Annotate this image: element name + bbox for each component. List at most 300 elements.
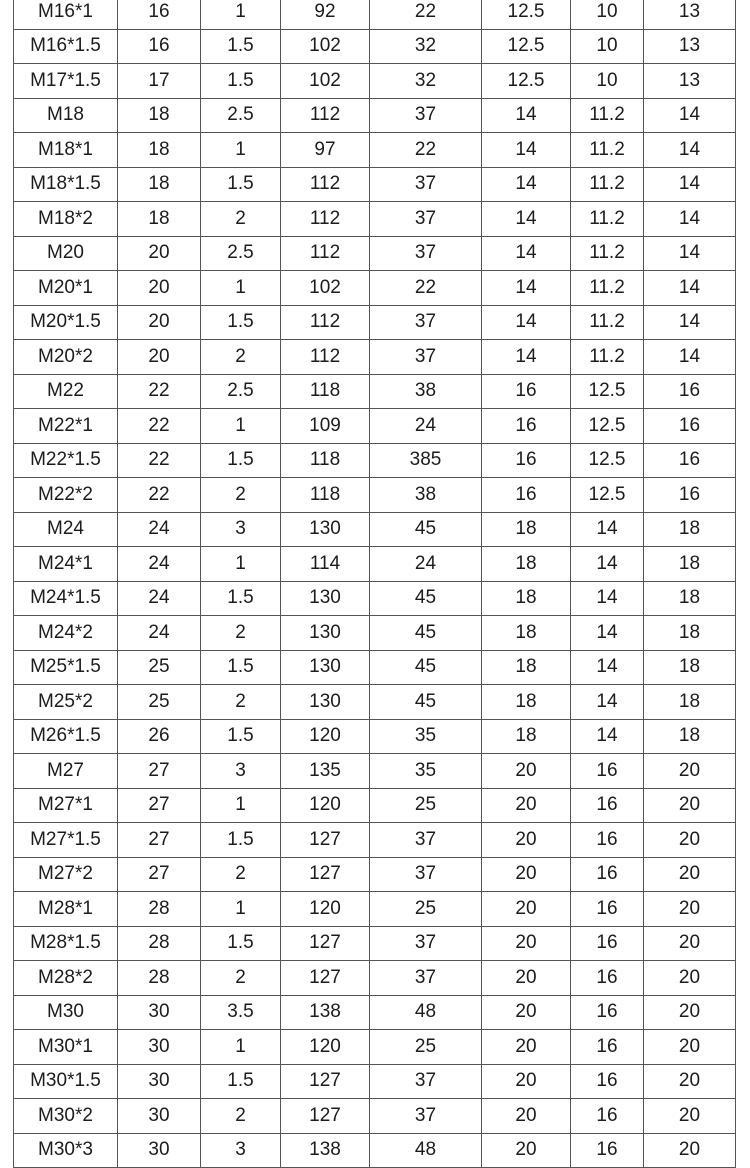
table-cell: 114 — [281, 547, 370, 582]
table-cell: 27 — [118, 788, 201, 823]
table-cell: 16 — [644, 443, 736, 478]
table-cell: 20 — [482, 788, 571, 823]
table-cell: 12.5 — [482, 64, 571, 99]
table-cell: 1.5 — [201, 167, 281, 202]
table-cell: 20 — [482, 995, 571, 1030]
table-row — [14, 443, 736, 478]
table-cell: 2.5 — [201, 98, 281, 133]
table-cell: 20 — [644, 1030, 736, 1065]
table-cell: 20 — [118, 271, 201, 306]
table-cell: 20 — [644, 1133, 736, 1168]
table-cell: 37 — [370, 857, 482, 892]
table-cell: 14 — [644, 98, 736, 133]
table-cell: 14 — [644, 340, 736, 375]
table-cell: 18 — [644, 547, 736, 582]
thread-size-cell: M22*2 — [14, 478, 118, 513]
table-cell: 112 — [281, 98, 370, 133]
table-cell: 1 — [201, 409, 281, 444]
table-cell: 22 — [370, 133, 482, 168]
table-cell: 12.5 — [571, 478, 644, 513]
table-row — [14, 98, 736, 133]
table-cell: 20 — [644, 1064, 736, 1099]
table-cell: 27 — [118, 754, 201, 789]
table-cell: 16 — [571, 961, 644, 996]
table-cell: 38 — [370, 478, 482, 513]
table-cell: 12.5 — [571, 374, 644, 409]
table-cell: 20 — [482, 857, 571, 892]
table-row — [14, 581, 736, 616]
table-cell: 18 — [482, 650, 571, 685]
table-cell: 22 — [370, 0, 482, 29]
table-cell: 20 — [118, 305, 201, 340]
table-cell: 97 — [281, 133, 370, 168]
table-row — [14, 340, 736, 375]
table-cell: 118 — [281, 478, 370, 513]
table-cell: 20 — [644, 857, 736, 892]
table-cell: 2 — [201, 478, 281, 513]
table-cell: 13 — [644, 64, 736, 99]
table-cell: 2 — [201, 961, 281, 996]
table-cell: 28 — [118, 961, 201, 996]
table-row — [14, 29, 736, 64]
table-row — [14, 1064, 736, 1099]
table-cell: 112 — [281, 202, 370, 237]
table-row — [14, 754, 736, 789]
table-cell: 118 — [281, 374, 370, 409]
table-cell: 20 — [644, 995, 736, 1030]
table-row — [14, 926, 736, 961]
table-cell: 130 — [281, 616, 370, 651]
thread-size-cell: M27*2 — [14, 857, 118, 892]
table-cell: 112 — [281, 340, 370, 375]
table-cell: 11.2 — [571, 167, 644, 202]
thread-size-cell: M27*1.5 — [14, 823, 118, 858]
thread-size-cell: M18*1.5 — [14, 167, 118, 202]
table-cell: 18 — [644, 616, 736, 651]
table-cell: 16 — [482, 478, 571, 513]
table-cell: 120 — [281, 788, 370, 823]
table-cell: 112 — [281, 305, 370, 340]
table-cell: 20 — [118, 236, 201, 271]
thread-size-cell: M24 — [14, 512, 118, 547]
table-cell: 12.5 — [482, 0, 571, 29]
table-cell: 11.2 — [571, 98, 644, 133]
table-cell: 30 — [118, 1099, 201, 1134]
table-row — [14, 64, 736, 99]
thread-size-cell: M26*1.5 — [14, 719, 118, 754]
thread-size-cell: M30 — [14, 995, 118, 1030]
table-cell: 28 — [118, 892, 201, 927]
table-cell: 37 — [370, 305, 482, 340]
table-cell: 1.5 — [201, 1064, 281, 1099]
table-cell: 37 — [370, 823, 482, 858]
thread-size-cell: M30*3 — [14, 1133, 118, 1168]
thread-size-cell: M20*1 — [14, 271, 118, 306]
table-cell: 20 — [482, 1099, 571, 1134]
table-row — [14, 374, 736, 409]
table-cell: 14 — [571, 719, 644, 754]
table-cell: 14 — [482, 202, 571, 237]
table-cell: 32 — [370, 64, 482, 99]
table-cell: 118 — [281, 443, 370, 478]
table-cell: 14 — [644, 305, 736, 340]
table-cell: 14 — [482, 305, 571, 340]
table-cell: 18 — [644, 650, 736, 685]
thread-size-cell: M20*2 — [14, 340, 118, 375]
table-cell: 27 — [118, 857, 201, 892]
thread-size-cell: M24*2 — [14, 616, 118, 651]
table-row — [14, 236, 736, 271]
table-cell: 16 — [571, 857, 644, 892]
table-cell: 20 — [482, 961, 571, 996]
table-cell: 102 — [281, 271, 370, 306]
thread-size-cell: M18*2 — [14, 202, 118, 237]
table-cell: 127 — [281, 961, 370, 996]
table-cell: 24 — [118, 581, 201, 616]
table-cell: 48 — [370, 995, 482, 1030]
table-cell: 20 — [644, 961, 736, 996]
table-cell: 2 — [201, 685, 281, 720]
table-cell: 3 — [201, 1133, 281, 1168]
table-cell: 30 — [118, 1133, 201, 1168]
table-row — [14, 167, 736, 202]
table-cell: 16 — [571, 995, 644, 1030]
table-cell: 10 — [571, 0, 644, 29]
table-cell: 17 — [118, 64, 201, 99]
table-cell: 1.5 — [201, 581, 281, 616]
table-cell: 1.5 — [201, 650, 281, 685]
table-cell: 28 — [118, 926, 201, 961]
table-cell: 37 — [370, 926, 482, 961]
table-cell: 16 — [482, 374, 571, 409]
table-cell: 14 — [571, 650, 644, 685]
table-cell: 3 — [201, 754, 281, 789]
thread-size-cell: M22 — [14, 374, 118, 409]
table-cell: 109 — [281, 409, 370, 444]
table-cell: 14 — [571, 616, 644, 651]
table-cell: 102 — [281, 29, 370, 64]
table-cell: 45 — [370, 685, 482, 720]
table-cell: 20 — [644, 892, 736, 927]
table-cell: 14 — [571, 685, 644, 720]
table-cell: 112 — [281, 167, 370, 202]
table-cell: 13 — [644, 29, 736, 64]
table-row — [14, 857, 736, 892]
table-row — [14, 1133, 736, 1168]
table-cell: 16 — [571, 1030, 644, 1065]
table-cell: 18 — [644, 719, 736, 754]
table-cell: 20 — [644, 926, 736, 961]
table-cell: 20 — [644, 1099, 736, 1134]
table-cell: 20 — [482, 1030, 571, 1065]
table-cell: 120 — [281, 892, 370, 927]
table-cell: 14 — [644, 133, 736, 168]
table-cell: 30 — [118, 1064, 201, 1099]
table-cell: 1 — [201, 788, 281, 823]
table-cell: 20 — [118, 340, 201, 375]
table-row — [14, 512, 736, 547]
table-row — [14, 616, 736, 651]
thread-size-cell: M18 — [14, 98, 118, 133]
table-cell: 1 — [201, 0, 281, 29]
table-cell: 11.2 — [571, 305, 644, 340]
table-cell: 45 — [370, 581, 482, 616]
table-cell: 2.5 — [201, 374, 281, 409]
table-row — [14, 961, 736, 996]
table-cell: 18 — [482, 547, 571, 582]
table-cell: 11.2 — [571, 340, 644, 375]
table-cell: 45 — [370, 512, 482, 547]
table-cell: 130 — [281, 581, 370, 616]
table-cell: 127 — [281, 926, 370, 961]
table-cell: 1 — [201, 892, 281, 927]
table-cell: 16 — [571, 1133, 644, 1168]
table-cell: 30 — [118, 995, 201, 1030]
table-cell: 1.5 — [201, 719, 281, 754]
table-cell: 37 — [370, 1099, 482, 1134]
table-cell: 18 — [644, 581, 736, 616]
table-cell: 1 — [201, 547, 281, 582]
table-cell: 127 — [281, 1099, 370, 1134]
thread-spec-table — [13, 0, 736, 1168]
table-cell: 20 — [482, 1064, 571, 1099]
table-cell: 20 — [644, 754, 736, 789]
table-cell: 16 — [644, 409, 736, 444]
thread-size-cell: M30*2 — [14, 1099, 118, 1134]
table-cell: 22 — [118, 374, 201, 409]
table-cell: 32 — [370, 29, 482, 64]
table-cell: 37 — [370, 236, 482, 271]
table-row — [14, 305, 736, 340]
table-cell: 14 — [482, 98, 571, 133]
thread-size-cell: M18*1 — [14, 133, 118, 168]
table-cell: 130 — [281, 685, 370, 720]
table-cell: 38 — [370, 374, 482, 409]
table-cell: 18 — [644, 685, 736, 720]
table-cell: 26 — [118, 719, 201, 754]
table-cell: 16 — [118, 29, 201, 64]
table-cell: 1 — [201, 133, 281, 168]
table-cell: 12.5 — [482, 29, 571, 64]
table-cell: 20 — [482, 926, 571, 961]
table-cell: 18 — [118, 202, 201, 237]
thread-size-cell: M28*2 — [14, 961, 118, 996]
table-cell: 14 — [482, 271, 571, 306]
table-row — [14, 719, 736, 754]
table-cell: 20 — [644, 823, 736, 858]
table-cell: 127 — [281, 857, 370, 892]
table-cell: 120 — [281, 1030, 370, 1065]
table-cell: 37 — [370, 340, 482, 375]
table-cell: 16 — [571, 754, 644, 789]
table-row — [14, 892, 736, 927]
table-cell: 2 — [201, 340, 281, 375]
table-cell: 18 — [482, 685, 571, 720]
table-cell: 22 — [118, 478, 201, 513]
table-cell: 30 — [118, 1030, 201, 1065]
table-cell: 24 — [118, 616, 201, 651]
thread-size-cell: M20*1.5 — [14, 305, 118, 340]
table-cell: 16 — [571, 788, 644, 823]
table-cell: 18 — [482, 512, 571, 547]
thread-size-cell: M30*1.5 — [14, 1064, 118, 1099]
table-cell: 18 — [644, 512, 736, 547]
table-cell: 24 — [370, 547, 482, 582]
table-cell: 37 — [370, 98, 482, 133]
table-cell: 18 — [482, 581, 571, 616]
table-cell: 48 — [370, 1133, 482, 1168]
thread-size-cell: M17*1.5 — [14, 64, 118, 99]
table-cell: 1.5 — [201, 443, 281, 478]
thread-size-cell: M25*2 — [14, 685, 118, 720]
table-cell: 92 — [281, 0, 370, 29]
table-cell: 20 — [482, 892, 571, 927]
table-row — [14, 788, 736, 823]
table-row — [14, 685, 736, 720]
table-cell: 14 — [571, 581, 644, 616]
thread-size-cell: M16*1.5 — [14, 29, 118, 64]
table-cell: 138 — [281, 1133, 370, 1168]
table-cell: 120 — [281, 719, 370, 754]
table-cell: 18 — [118, 98, 201, 133]
table-cell: 22 — [370, 271, 482, 306]
table-cell: 20 — [482, 823, 571, 858]
table-cell: 11.2 — [571, 202, 644, 237]
table-cell: 14 — [644, 271, 736, 306]
table-cell: 22 — [118, 409, 201, 444]
table-cell: 2 — [201, 202, 281, 237]
table-row — [14, 271, 736, 306]
table-cell: 138 — [281, 995, 370, 1030]
table-cell: 16 — [571, 1064, 644, 1099]
table-cell: 2 — [201, 616, 281, 651]
table-cell: 11.2 — [571, 236, 644, 271]
thread-size-cell: M27*1 — [14, 788, 118, 823]
table-cell: 16 — [571, 926, 644, 961]
thread-size-cell: M20 — [14, 236, 118, 271]
table-cell: 16 — [482, 443, 571, 478]
table-cell: 18 — [118, 167, 201, 202]
table-cell: 11.2 — [571, 271, 644, 306]
table-cell: 14 — [482, 340, 571, 375]
table-cell: 20 — [482, 1133, 571, 1168]
table-cell: 1.5 — [201, 823, 281, 858]
thread-size-cell: M25*1.5 — [14, 650, 118, 685]
spec-table-body — [14, 0, 736, 1168]
table-cell: 16 — [571, 892, 644, 927]
table-cell: 3 — [201, 512, 281, 547]
table-cell: 14 — [644, 167, 736, 202]
table-cell: 14 — [482, 167, 571, 202]
thread-size-cell: M28*1.5 — [14, 926, 118, 961]
table-cell: 16 — [118, 0, 201, 29]
table-cell: 24 — [370, 409, 482, 444]
table-cell: 112 — [281, 236, 370, 271]
table-cell: 1.5 — [201, 64, 281, 99]
table-cell: 25 — [118, 685, 201, 720]
table-cell: 12.5 — [571, 409, 644, 444]
table-cell: 130 — [281, 512, 370, 547]
table-cell: 127 — [281, 823, 370, 858]
table-cell: 14 — [644, 236, 736, 271]
thread-size-cell: M24*1 — [14, 547, 118, 582]
table-row — [14, 0, 736, 29]
table-cell: 35 — [370, 754, 482, 789]
table-row — [14, 478, 736, 513]
table-cell: 22 — [118, 443, 201, 478]
table-row — [14, 547, 736, 582]
table-cell: 37 — [370, 961, 482, 996]
table-cell: 102 — [281, 64, 370, 99]
table-cell: 385 — [370, 443, 482, 478]
table-cell: 18 — [118, 133, 201, 168]
table-cell: 25 — [370, 788, 482, 823]
table-cell: 25 — [370, 1030, 482, 1065]
table-cell: 1.5 — [201, 29, 281, 64]
table-cell: 37 — [370, 167, 482, 202]
table-cell: 1.5 — [201, 305, 281, 340]
table-cell: 2 — [201, 857, 281, 892]
table-cell: 16 — [482, 409, 571, 444]
table-cell: 135 — [281, 754, 370, 789]
table-cell: 2 — [201, 1099, 281, 1134]
table-cell: 10 — [571, 29, 644, 64]
table-cell: 13 — [644, 0, 736, 29]
table-cell: 25 — [118, 650, 201, 685]
thread-size-cell: M22*1 — [14, 409, 118, 444]
table-cell: 37 — [370, 202, 482, 237]
table-cell: 16 — [644, 478, 736, 513]
table-cell: 11.2 — [571, 133, 644, 168]
table-cell: 18 — [482, 719, 571, 754]
table-cell: 10 — [571, 64, 644, 99]
table-cell: 25 — [370, 892, 482, 927]
table-cell: 35 — [370, 719, 482, 754]
table-cell: 3.5 — [201, 995, 281, 1030]
table-cell: 16 — [644, 374, 736, 409]
thread-size-cell: M27 — [14, 754, 118, 789]
table-cell: 2.5 — [201, 236, 281, 271]
table-cell: 127 — [281, 1064, 370, 1099]
table-cell: 16 — [571, 823, 644, 858]
table-row — [14, 995, 736, 1030]
table-cell: 16 — [571, 1099, 644, 1134]
table-row — [14, 650, 736, 685]
table-row — [14, 1099, 736, 1134]
table-cell: 45 — [370, 616, 482, 651]
table-cell: 14 — [571, 547, 644, 582]
table-cell: 45 — [370, 650, 482, 685]
table-cell: 14 — [482, 133, 571, 168]
table-cell: 24 — [118, 512, 201, 547]
table-cell: 24 — [118, 547, 201, 582]
table-cell: 18 — [482, 616, 571, 651]
table-cell: 1 — [201, 271, 281, 306]
table-row — [14, 202, 736, 237]
thread-size-cell: M30*1 — [14, 1030, 118, 1065]
table-cell: 1 — [201, 1030, 281, 1065]
table-cell: 14 — [482, 236, 571, 271]
table-cell: 130 — [281, 650, 370, 685]
table-cell: 37 — [370, 1064, 482, 1099]
table-row — [14, 823, 736, 858]
table-row — [14, 409, 736, 444]
thread-size-cell: M24*1.5 — [14, 581, 118, 616]
table-row — [14, 133, 736, 168]
thread-size-cell: M28*1 — [14, 892, 118, 927]
table-cell: 14 — [571, 512, 644, 547]
table-cell: 1.5 — [201, 926, 281, 961]
